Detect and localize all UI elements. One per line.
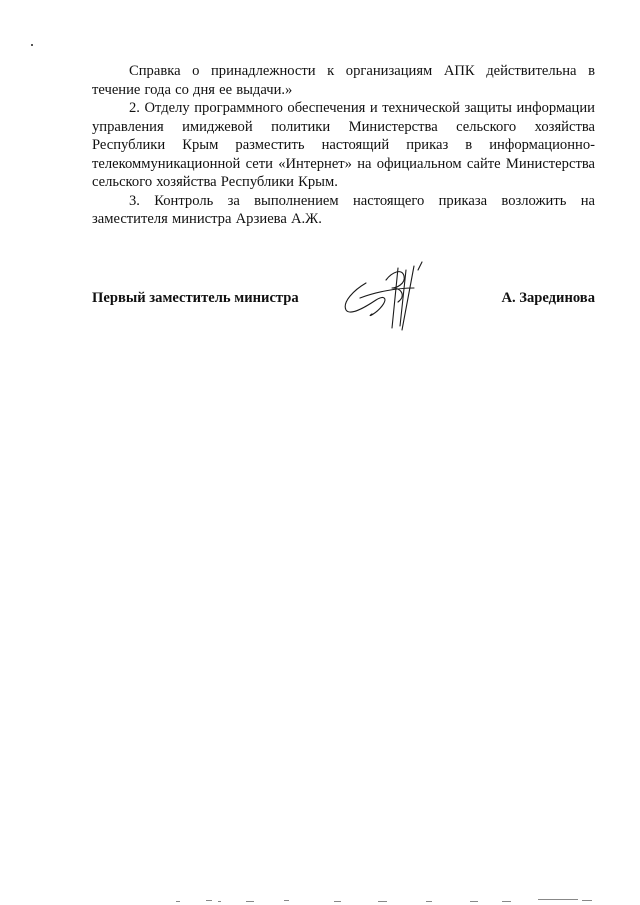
signatory-name: А. Зарединова [501, 290, 595, 306]
scan-edge-artifacts [0, 895, 640, 905]
paragraph-certificate-validity: Справка о принадлежности к организациям АПК действительна в течение года со дня ее выдачи.» [92, 63, 595, 98]
paragraph-item-2: 2. Отделу программного обеспечения и технической защиты информации управления имиджевой политики Министерства сельского хозяйства Республики Крым разместить настоящий приказ в информационно-телекоммуникационной сети «Интернет» на официальном сайте Министерства сельского хозяйства Республики Крым. [92, 100, 595, 190]
handwritten-signature [336, 258, 436, 338]
scan-speck [31, 44, 33, 46]
paragraph-item-3: 3. Контроль за выполнением настоящего приказа возложить на заместителя министра Арзиева А.Ж. [92, 192, 595, 227]
signatory-position: Первый заместитель министра [92, 290, 299, 306]
document-body [92, 62, 595, 229]
